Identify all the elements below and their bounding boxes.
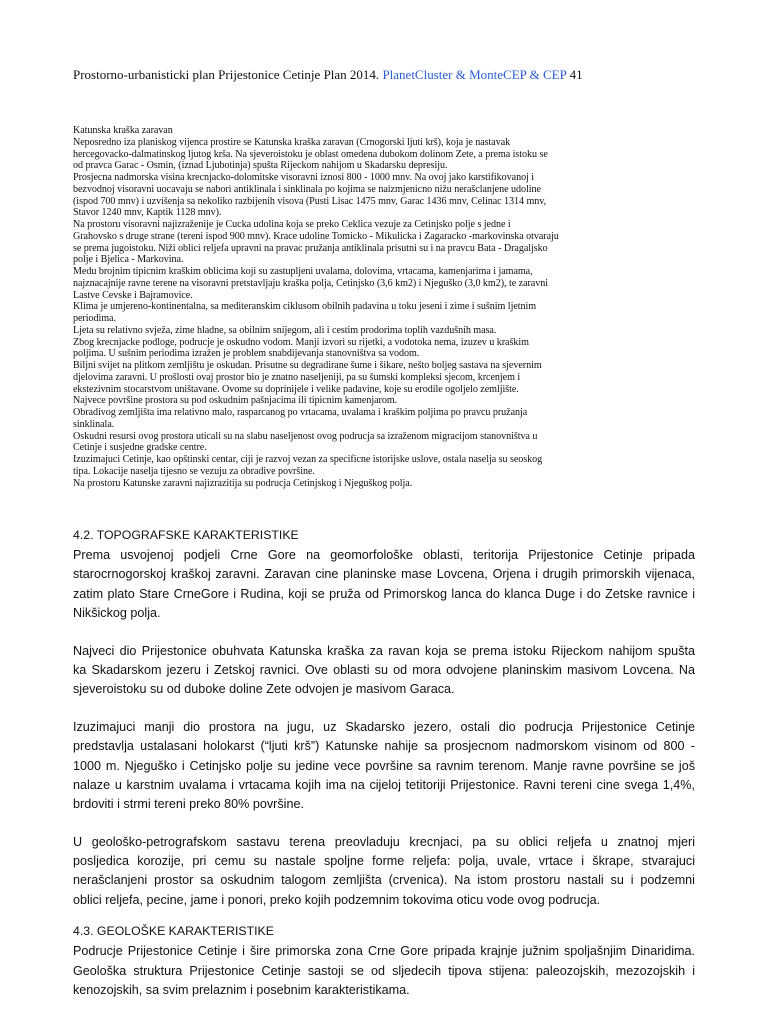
paragraph-line: ka Skadarskom jezeru i Zetskoj ravnici. Ove oblasti su od mora odvojene planinskim masivom Lovcena. Na bbox=[73, 662, 695, 677]
paragraph bbox=[73, 833, 695, 911]
paragraph-line: sjeveroistoku su od duboke doline Zete odvojen je masivom Garaca. bbox=[73, 682, 455, 697]
text-line: Stavor 1240 mnv, Kaptik 1128 mnv). bbox=[73, 207, 222, 219]
text-line: Klima je umjereno-kontinentalna, sa mediteranskim ciklusom obilnih padavina u toku jeseni i zime i sušnim ljetnim bbox=[73, 301, 537, 313]
paragraph-line: Podrucje Prijestonice Cetinje i šire primorska zona Crne Gore pripada krajnje južnim spoljašnjim Dinaridima. bbox=[73, 944, 695, 959]
text-line: Ljeta su relativno svježa, zime hladne, sa obilnim snijegom, ali i cestim prodorima toplih vazdušnih masa. bbox=[73, 324, 497, 336]
paragraph-line: kenozojskih, sa svim prelaznim i posebnim karakteristikama. bbox=[73, 983, 410, 998]
text-line: periodima. bbox=[73, 313, 116, 324]
section-heading-topography: 4.2. TOPOGRAFSKE KARAKTERISTIKE bbox=[73, 528, 299, 542]
text-line: Izuzimajuci Cetinje, kao opštinski centar, ciji je razvoj vezan za specificne istorijske uslove, ostala naselja su seoskog bbox=[73, 454, 543, 465]
text-line: od pravca Garac - Osmin, (iznad Ljubotinja) spušta Rijeckom nahijom u Skadarsku depresiju. bbox=[73, 160, 448, 172]
text-line: Neposredno iza planiskog vijenca prostire se Katunska kraška zaravan (Crnogorski ljuti krš), koja je nastavak bbox=[73, 136, 511, 148]
paragraph-line: nerašclanjeni prostor sa oskudnim talogom zemljišta (crvenica). Na istom prostoru nastali su i podzemni bbox=[73, 873, 695, 888]
paragraph-line: zatim plato Stare CrneGore i Rudina, koji se pruža od Primorskog lanca do klanca Duge i do Zetske ravnice i bbox=[73, 586, 695, 601]
section-heading-geology: 4.3. GEOLOŠKE KARAKTERISTIKE bbox=[73, 924, 274, 939]
page-header bbox=[73, 67, 713, 83]
paragraph-line: Prema usvojenoj podjeli Crne Gore na geomorfološke oblasti, teritorija Prijestonice Cetinje pripada bbox=[73, 548, 695, 562]
text-line: djelovima zaravni. U prošlosti ovaj prostor bio je znatno naseljeniji, pa su šumski kompleksi sjecom, krcenjem i bbox=[73, 371, 521, 383]
text-line: Na prostoru visoravni najizraženije je Cucka udolina koja se preko Ceklica vezuje za Cetinjsko polje s jedne i bbox=[73, 219, 511, 230]
text-line: bezvodnoj visoravni uocavaju se nabori antiklinala i sinklinala po kojima se naizmjenicno nižu nerašclanjene udoline bbox=[73, 183, 541, 195]
text-line: Obradivog zemljišta ima relativno malo, rasparcanog po vrtacama, uvalama i kraškim poljima po pravcu pružanja bbox=[73, 407, 528, 418]
paragraph-line: posljedica korozije, pri cemu su nastale spoljne forme reljefa: polja, uvale, vrtace i škrape, stvarajuci bbox=[73, 854, 695, 869]
paragraph-line: nalaze u karstnim uvalama i vrtacama kojih ima na cijeloj tetitoriji Prijestonice. Ravni tereni cine svega 1,4%, bbox=[73, 777, 695, 792]
text-line: Na prostoru Katunske zaravni najizrazitija su podrucja Cetinjskog i Njeguškog polja. bbox=[73, 477, 413, 489]
paragraph-line: Izuzimajuci manji dio prostora na jugu, uz Skadarsko jezero, ostali dio podrucja Prijestonice Cetinje bbox=[73, 719, 695, 734]
geology-paragraphs bbox=[73, 942, 695, 1000]
paragraph-line: brdoviti i strmi tereni preko 80% površine. bbox=[73, 797, 304, 812]
text-line: Cetinje i susjedne gradske centre. bbox=[73, 442, 207, 454]
text-line: Grahovsko s druge strane (tereni ispod 900 mnv). Krace udoline Tomicko - Mikulicka i Zagaracko -markovinska otvaraju bbox=[73, 230, 559, 242]
text-line: ekstezivnim stocarstvom uništavane. Ovome su doprinijele i velike padavine, koje su erodile ogoljelo zemljište. bbox=[73, 383, 519, 395]
text-line: Lastve Cevske i Bajramovice. bbox=[73, 289, 193, 301]
header-credits: PlanetCluster & MonteCEP & CEP bbox=[382, 67, 567, 82]
paragraph-line: Geološka struktura Prijestonice Cetinje sastoji se od sljedecih tipova stijena: paleozojskih, mezozojskih i bbox=[73, 963, 695, 978]
paragraph-line: predstavlja ustalasani holokarst (“ljuti krš”) Katunske nahije sa prosjecnom nadmorskom visinom od 800 - bbox=[73, 739, 695, 754]
text-line: polje i Bjelica - Markovina. bbox=[73, 254, 184, 266]
paragraph bbox=[73, 942, 695, 1000]
paragraph-line: Najveci dio Prijestonice obuhvata Katunska kraška za ravan koja se prema istoku Rijeckom nahijom spušta bbox=[73, 643, 695, 658]
text-line: tipa. Lokacije naselja tijesno se vezuju za obradive površine. bbox=[73, 465, 315, 477]
text-line: Medu brojnim tipicnim kraškim oblicima koji su zastupljeni uvalama, dolovima, vrtacama, kamenjarima i jamama, bbox=[73, 266, 533, 277]
paragraph bbox=[73, 642, 695, 700]
text-line: hercegovacko-dalmatinskog ljutog krša. Na sjeveroistoku je oblast omedena dubokom dolinom Zete, a prema istoku se bbox=[73, 148, 548, 160]
text-line: se prema jugoistoku. Niži oblici reljefa upravni na pravac pružanja antiklinala prisutni su i na pravcu Bata - Dragaljsko bbox=[73, 242, 548, 254]
paragraph bbox=[73, 546, 695, 624]
paragraph bbox=[73, 718, 695, 815]
text-line: Najvece površine prostora su pod oskudnim pašnjacima ili tipicnim kamenjarom. bbox=[73, 395, 398, 407]
text-line: najznacajnije ravne terene na visoravni pretstavljaju kraška polja, Cetinjsko (3,6 km2) i Njeguško (3,0 km2), te zaravni bbox=[73, 277, 548, 289]
paragraph-line: 1000 m. Njeguško i Cetinjsko polje su jedine vece površine sa ravnim terenom. Manje ravne površine se još bbox=[73, 758, 695, 773]
paragraph-line: Nikšickog polja. bbox=[73, 606, 161, 621]
paragraph-line: starocrnogorskoj kraškoj zaravni. Zaravan cine planinske mase Lovcena, Orjena i drugih primorskih vijenaca, bbox=[73, 567, 695, 582]
topography-paragraphs bbox=[73, 546, 695, 910]
text-line: Zbog krecnjacke podloge, podrucje je oskudno vodom. Manji izvori su rijetki, a vodotoka nema, izuzev u kraškim bbox=[73, 336, 529, 348]
katunska-zaravan-section bbox=[73, 125, 693, 489]
text-line: Oskudni resursi ovog prostora uticali su na slabu naseljenost ovog podrucja sa izraženom migracijom stanovništva u bbox=[73, 430, 538, 442]
subsection-title: Katunska kraška zaravan bbox=[73, 125, 173, 136]
page-number: 41 bbox=[569, 67, 583, 82]
text-line: Prosjecna nadmorska visina krecnjacko-dolomitske visoravni iznosi 800 - 1000 mnv. Na ovoj jako karstifikovanoj i bbox=[73, 172, 535, 183]
main-body bbox=[73, 524, 695, 1000]
text-line: (ispod 700 mnv) i uzvišenja sa nekoliko razbijenih visova (Pusti Lisac 1475 mnv, Garac 1436 mnv, Celinac 1314 mnv, bbox=[73, 195, 547, 207]
text-line: Biljni svijet na plitkom zemljištu je oskudan. Prisutne su degradirane šume i šikare, nešto boljeg sastava na sjevernim bbox=[73, 360, 542, 371]
text-line: poljima. U sušnim periodima izražen je problem snabdijevanja stanovništva sa vodom. bbox=[73, 348, 420, 360]
paragraph-line: U geološko-petrografskom sastavu terena preovladuju krecnjaci, pa su oblici reljefa u znatnoj mjeri bbox=[73, 834, 695, 849]
header-title: Prostorno-urbanisticki plan Prijestonice Cetinje Plan 2014. bbox=[73, 67, 380, 82]
text-line: sinklinala. bbox=[73, 418, 115, 430]
paragraph-line: oblici reljefa, pecine, jame i ponori, preko kojih podzemnim tokovima oticu vode ovog podrucja. bbox=[73, 892, 601, 907]
